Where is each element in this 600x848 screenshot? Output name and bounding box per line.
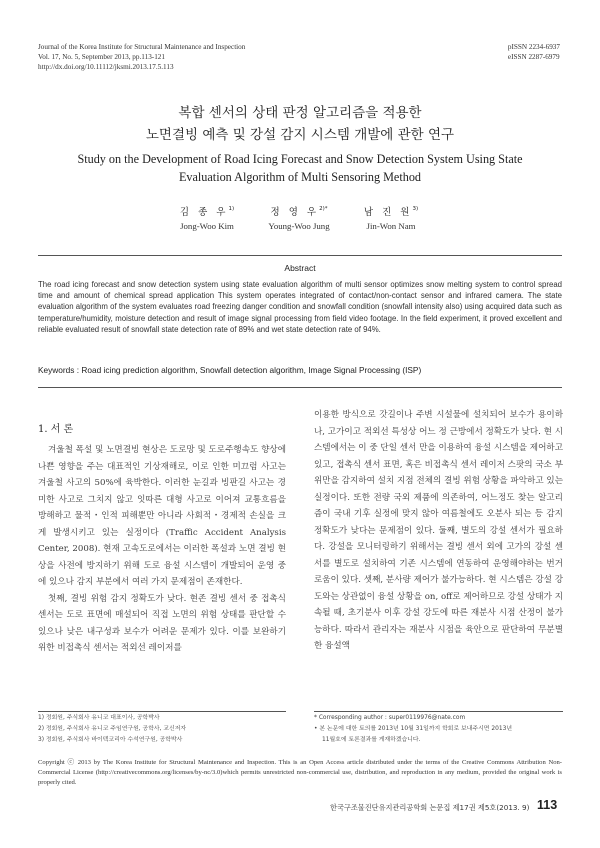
author-3-sup: 3) (412, 206, 419, 212)
author-2-ko: 정 영 우 (270, 207, 320, 218)
pissn: pISSN 2234-6937 (507, 43, 560, 51)
right-column (314, 407, 563, 655)
footnote-1: 1) 정회원, 주식회사 유니코 대표이사, 공학박사 (38, 715, 160, 721)
author-3 (336, 202, 446, 232)
left-column (38, 442, 286, 657)
footnote-3: 3) 정회원, 주식회사 바이텍코리아 수석연구원, 공학박사 (38, 737, 183, 743)
footnote-2: 2) 정회원, 주식회사 유니코 주임연구원, 공학사, 교신저자 (38, 726, 187, 732)
issn-block (508, 42, 560, 62)
corresponding-author: * Corresponding author : super0119976@nate.com (314, 715, 466, 721)
author-1-ko: 김 종 우 (179, 207, 229, 218)
author-1-sup: 1) (228, 206, 235, 212)
keywords: Keywords : Road icing prediction algorithm, Snowfall detection algorithm, Image Signal Processing (ISP) (38, 365, 422, 375)
english-title-line2: Evaluation Algorithm of Multi Sensoring Method (178, 170, 422, 184)
abstract-top-rule (38, 255, 562, 256)
right-column-paragraph: 이용한 방식으로 갓길이나 주변 시설물에 설치되어 보수가 용이하나, 고가이고 적외선 특성상 어느 정 근방에서 정확도가 낮다. 현 시스템에서는 이 중 단일 센서 만을 이용하여 융설 시스템을 제어하고 있고, 접촉식 센서 표면, 혹은 비접촉식 센서 레이저 스팟의 국소 부위만을 감지하여 설치 지점 전체의 결빙 위험 상황을 파악하고 있는 실정이다. 또한 전량 국외 제품에 의존하여, 어느정도 찾는 알고리즘이 국내 기후 실정에 맞지 않아 여름철에도 오분사 되는 등 감지 정확도가 낮다는 문제점이 있다. 둘째, 별도의 강설 센서가 필요하다. 강설을 모니터링하기 위해서는 결빙 센서 외에 고가의 강설 센서를 별도로 설치하여 기존 시스템에 연동하여 운영해야하는 번거로움이 있다. 셋째, 분사량 제어가 불가능하다. 현 시스템은 강설 강도와는 상관없이 융설 상황을 on, off로 제어하므로 강설 상태가 지속될 때, 초기분사 이후 강설 강도에 따른 재분사 시점 산정이 불가능하다. 따라서 관리자는 재분사 시점을 육안으로 판단하여 무분별한 융설액 (314, 410, 563, 651)
journal-name: Journal of the Korea Institute for Structural Maintenance and Inspection (38, 43, 246, 51)
footnote-rule-right (314, 711, 563, 712)
footer-journal: 한국구조물진단유지관리공학회 논문집 제17권 제5호(2013. 9) (330, 803, 530, 812)
korean-title-line1: 복합 센서의 상태 판정 알고리즘을 적용한 (178, 105, 422, 121)
journal-header (38, 42, 245, 72)
footnote-rule-left (38, 711, 286, 712)
author-3-en: Jin-Won Nam (366, 221, 416, 231)
eissn: eISSN 2287-6979 (507, 53, 560, 61)
footnotes-right (314, 713, 563, 746)
footnotes-left (38, 713, 286, 746)
author-2-sup: 2)* (319, 206, 328, 212)
author-2-en: Young-Woo Jung (268, 221, 330, 231)
intro-paragraph-2: 첫째, 결빙 위험 감지 정확도가 낮다. 현존 결빙 센서 중 접촉식 센서는 도로 표면에 매설되어 직접 노면의 위험 상태를 판단할 수 있으나 낮은 내구성과 보수가 어려운 문제가 있다. 이를 보완하기 위한 비접촉식 센서는 적외선 레이저를 (38, 593, 286, 653)
english-title-line1: Study on the Development of Road Icing Forecast and Snow Detection System Using State (77, 152, 523, 166)
page-number: 113 (537, 798, 558, 812)
abstract-text: The road icing forecast and snow detection system using state evaluation algorithm of multi sensor optimizes snow melting system to control spread time and amount of chemical spread application This system operates integrated of contact/non-contact sensor and infrared camera. The state evaluation algorithm of the system evaluates road freezing danger condition and snowfall condition (snowfall intensity also) using acquired data such as temperature/humidity, moisture detection and result of image signal processing from field video footage. In the field experiment, it proved excellent and reliable evaluated result of snowfall state detection rate of 89% and wet state detection rate of 94%. (38, 280, 562, 334)
author-3-ko: 남 진 원 (363, 207, 413, 218)
discussion-note-2: 11월호에 토론결과를 게재하겠습니다. (322, 737, 421, 743)
author-1-en: Jong-Woo Kim (180, 221, 234, 231)
korean-title (0, 102, 600, 146)
volume-info: Vol. 17, No. 5, September 2013, pp.113-121 (38, 53, 165, 61)
intro-paragraph-1: 겨울철 폭설 및 노면결빙 현상은 도로망 및 도로주행속도 향상에 나쁜 영향을 주는 대표적인 기상재해로, 이로 인한 미끄럼 사고는 겨울철 사고의 50%에 육박한다. 이러한 눈길과 빙판길 사고는 경미한 사고로 그치지 않고 잇따른 대형 사고로 이어져 교통흐름을 방해하고 물적・인적 피해뿐만 아니라 사회적・경제적 손실을 크게 발생시키고 있는 실정이다 (Traffic Accident Analysis Center, 2008). 현재 고속도로에서는 이러한 폭설과 노면 결빙 현상을 사전에 방지하기 위해 도로 융설 시스템이 개발되어 운영 중에 있으나 감지 부분에서 여러 가지 문제점이 존재한다. (38, 445, 286, 587)
korean-title-line2: 노면결빙 예측 및 강설 감지 시스템 개발에 관한 연구 (145, 127, 455, 143)
doi-link[interactable]: http://dx.doi.org/10.11112/jksmi.2013.17.5.113 (38, 63, 174, 71)
abstract-heading: Abstract (284, 263, 316, 273)
discussion-note-1: • 본 논문에 대한 토의를 2013년 10월 31일까지 학회로 보내주시면 2013년 (314, 726, 513, 732)
english-title (0, 150, 600, 186)
section-title: 1. 서 론 (38, 424, 74, 435)
copyright-notice: Copyright ⓒ 2013 by The Korea Institute for Structural Maintenance and Inspection. This is an Open Access article distributed under the terms of the Creative Commons Attribution Non-Commercial License (http://creativecommons.org/licenses/by-nc/3.0)which permits unrestricted non-commercial use, distribution, and reproduction in any medium, provided the original work is properly cited. (38, 759, 562, 786)
abstract-bottom-rule (38, 387, 562, 388)
